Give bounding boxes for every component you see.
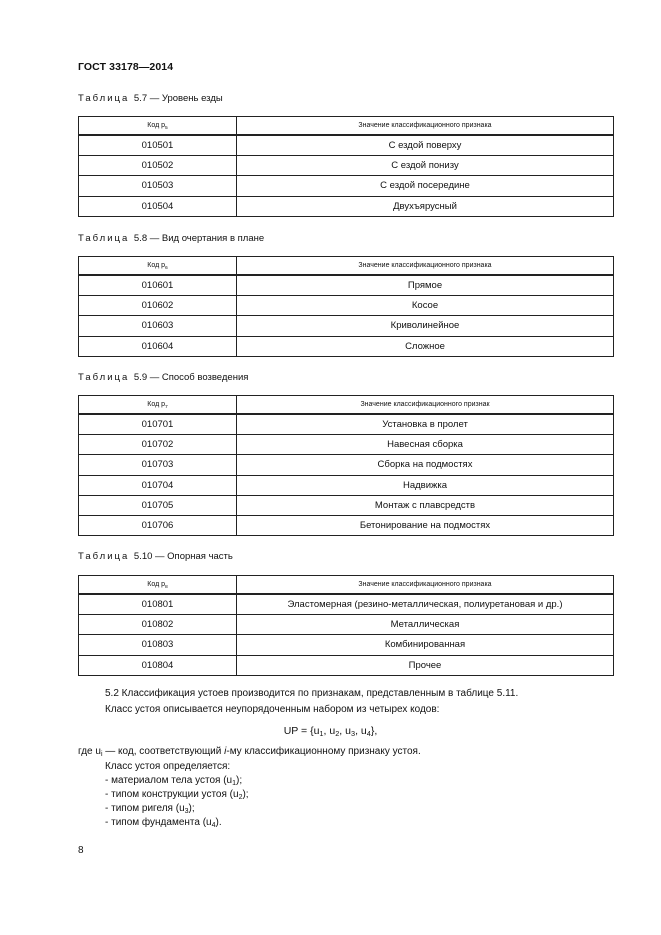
table-row [79, 316, 614, 336]
column-header-code: Код $р_7$ [79, 396, 237, 415]
value-cell: Комбинированная [237, 635, 614, 655]
value-cell: Сложное [237, 336, 614, 356]
table-header-row [79, 117, 614, 136]
value-cell: С ездой посередине [237, 176, 614, 196]
table-label: Таблица [78, 233, 130, 244]
value-cell: Сборка на подмостях [237, 455, 614, 475]
value-cell: Металлическая [237, 615, 614, 635]
table-5-7 [78, 116, 614, 217]
table-row [79, 515, 614, 535]
table-row [79, 135, 614, 156]
table-5-9 [78, 395, 614, 536]
table-label: Таблица [78, 93, 130, 104]
value-cell: Косое [237, 296, 614, 316]
column-header-code: Код $р_5$ [79, 117, 237, 136]
table-caption-text: 5.10 — Опорная часть [133, 551, 233, 562]
table-row [79, 435, 614, 455]
table-label: Таблица [78, 372, 130, 383]
table-caption [78, 93, 223, 104]
code-cell: 010503 [79, 176, 237, 196]
table-row [79, 655, 614, 675]
table-row [79, 495, 614, 515]
page-number: 8 [78, 845, 84, 856]
code-cell: 010705 [79, 495, 237, 515]
table-caption [78, 551, 233, 562]
class-definition: Класс устоя определяется: [105, 761, 231, 772]
value-cell: Надвижка [237, 475, 614, 495]
value-cell: Прямое [237, 275, 614, 296]
table-row [79, 156, 614, 176]
code-cell: 010802 [79, 615, 237, 635]
value-cell: Установка в пролет [237, 414, 614, 435]
code-cell: 010602 [79, 296, 237, 316]
table-row [79, 615, 614, 635]
table-header-row [79, 396, 614, 415]
value-cell: Навесная сборка [237, 435, 614, 455]
list-item: - типом конструкции устоя $(u_2)$; [105, 789, 249, 801]
table-caption-text: 5.7 — Уровень езды [133, 93, 223, 104]
table-caption-text: 5.8 — Вид очертания в плане [133, 233, 265, 244]
column-header-value: Значение классификационного признак [237, 396, 614, 415]
table-row [79, 296, 614, 316]
formula: UP = {$u_1$, $u_2$, $u_3$, $u_4$}, [283, 725, 378, 738]
table-caption [78, 233, 264, 244]
code-cell: 010703 [79, 455, 237, 475]
table-row [79, 635, 614, 655]
list-item: - материалом тела устоя $(u_1)$; [105, 775, 243, 787]
table-header-row [79, 576, 614, 595]
table-row [79, 275, 614, 296]
paragraph-class-description: Класс устоя описывается неупорядоченным набором из четырех кодов: [105, 704, 440, 715]
code-cell: 010706 [79, 515, 237, 535]
table-row [79, 196, 614, 216]
value-cell: С ездой поверху [237, 135, 614, 156]
table-5-8 [78, 256, 614, 357]
where-clause: где $u_i$ — код, соответствующий i-му классификационному признаку устоя. [78, 746, 421, 758]
paragraph-classification: 5.2 Классификация устоев производится по признакам, представленным в таблице 5.11. [105, 688, 519, 699]
value-cell: Бетонирование на подмостях [237, 515, 614, 535]
list-item: - типом фундамента $(u_4)$. [105, 817, 222, 829]
table-row [79, 455, 614, 475]
value-cell: Криволинейное [237, 316, 614, 336]
table-row [79, 594, 614, 615]
table-caption [78, 372, 248, 383]
table-row [79, 336, 614, 356]
code-cell: 010701 [79, 414, 237, 435]
code-cell: 010803 [79, 635, 237, 655]
code-cell: 010502 [79, 156, 237, 176]
code-cell: 010504 [79, 196, 237, 216]
code-cell: 010804 [79, 655, 237, 675]
code-cell: 010501 [79, 135, 237, 156]
value-cell: Монтаж с плавсредств [237, 495, 614, 515]
column-header-code: Код $р_6$ [79, 257, 237, 276]
code-cell: 010801 [79, 594, 237, 615]
value-cell: С ездой понизу [237, 156, 614, 176]
column-header-code: Код $р_8$ [79, 576, 237, 595]
column-header-value: Значение классификационного признака [237, 257, 614, 276]
table-header-row [79, 257, 614, 276]
code-cell: 010601 [79, 275, 237, 296]
column-header-value: Значение классификационного признака [237, 117, 614, 136]
table-row [79, 414, 614, 435]
column-header-value: Значение классификационного признака [237, 576, 614, 595]
value-cell: Эластомерная (резино-металлическая, полиуретановая и др.) [237, 594, 614, 615]
document-header: ГОСТ 33178—2014 [78, 61, 174, 73]
code-cell: 010704 [79, 475, 237, 495]
table-row [79, 475, 614, 495]
table-caption-text: 5.9 — Способ возведения [133, 372, 249, 383]
table-row [79, 176, 614, 196]
code-cell: 010604 [79, 336, 237, 356]
table-5-10 [78, 575, 614, 676]
code-cell: 010702 [79, 435, 237, 455]
table-label: Таблица [78, 551, 130, 562]
value-cell: Прочее [237, 655, 614, 675]
code-cell: 010603 [79, 316, 237, 336]
list-item: - типом ригеля $(u_3)$; [105, 803, 195, 815]
value-cell: Двухъярусный [237, 196, 614, 216]
